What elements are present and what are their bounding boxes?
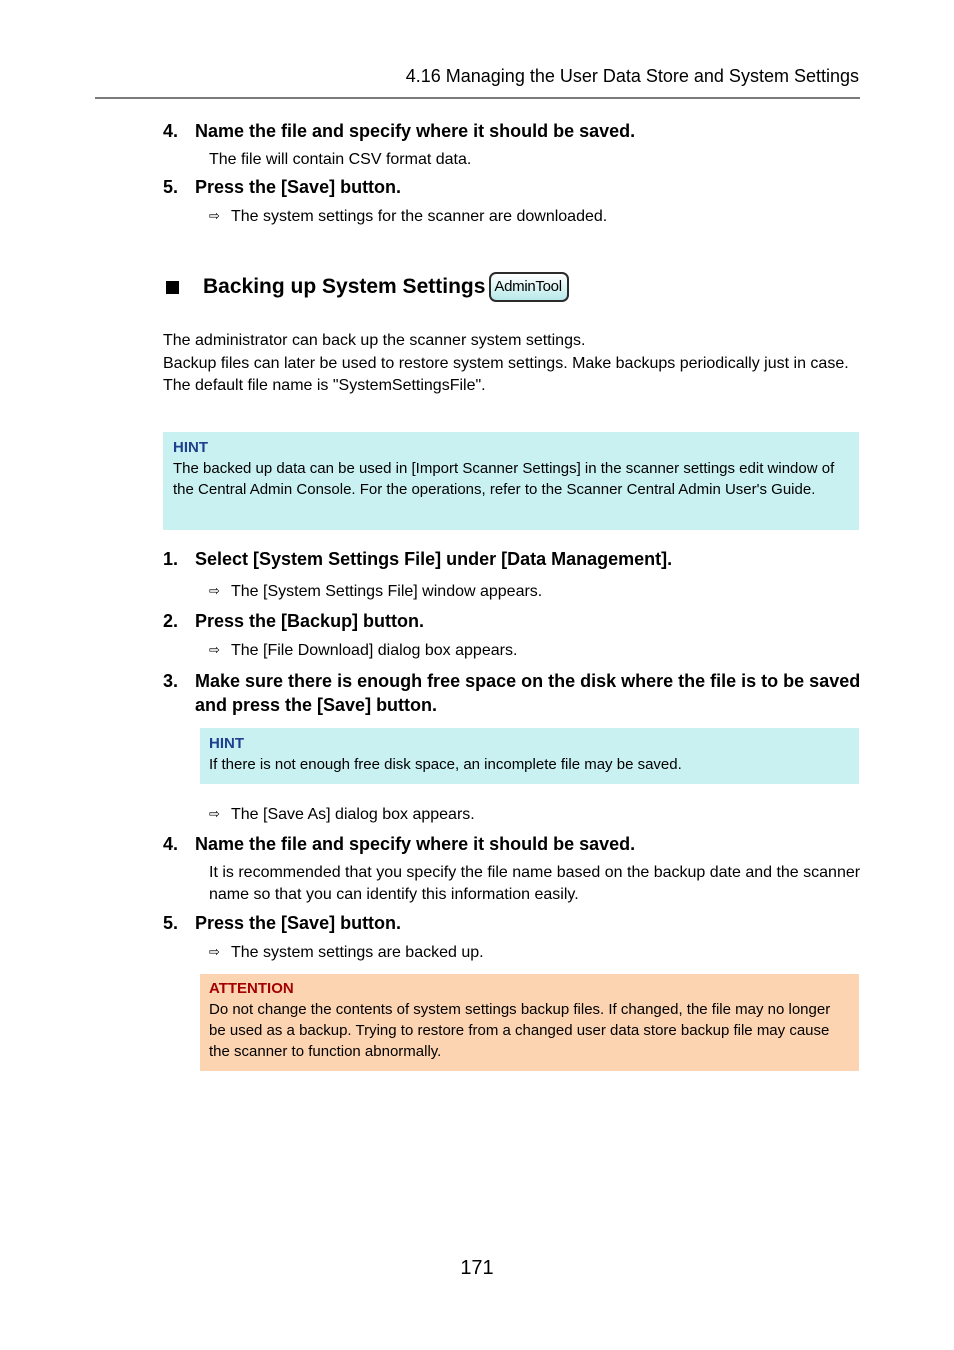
step-number: 1. [163,549,179,569]
result-text: The system settings for the scanner are downloaded. [231,208,608,225]
intro-line: The default file name is "SystemSettingsFile". [163,377,486,395]
hint-text: The backed up data can be used in [Import Scanner Settings] in the scanner settings edit window of the Central Admin Console. For the operations, refer to the Scanner Central Admin User's Guide. [173,460,835,498]
result-arrow-icon: ⇨ [209,806,220,821]
admintool-badge: AdminTool [489,272,568,302]
result-arrow-icon: ⇨ [209,642,220,657]
hint-box-step-3 [200,728,859,784]
result-text: The [System Settings File] window appears. [231,583,543,600]
attention-label: ATTENTION [209,980,294,997]
step-number: 2. [163,611,179,631]
step-text: Name the file and specify where it should be saved. [195,121,636,141]
section-bullet-icon [166,281,179,294]
step-number: 3. [163,671,179,691]
hint-box [163,432,859,530]
step-number: 5. [163,913,179,933]
header-divider [95,97,860,99]
result-text: The [Save As] dialog box appears. [231,806,475,823]
attention-text: Do not change the contents of system settings backup files. If changed, the file may no longer be used as a backup. Trying to restore from a changed user data store backup file may cause the scanner to function abnormally. [209,1001,831,1060]
step-result [209,639,517,662]
step-description: The file will contain CSV format data. [209,151,472,168]
step-number: 4. [163,121,179,141]
result-arrow-icon: ⇨ [209,944,220,959]
step-description: It is recommended that you specify the file name based on the backup date and the scanner name so that you can identify this information easily. [209,864,861,903]
page-header-title: 4.16 Managing the User Data Store and System Settings [405,66,859,86]
attention-box [200,974,859,1071]
step-text: Make sure there is enough free space on the disk where the file is to be saved and press the [Save] button. [195,671,861,715]
step-number: 5. [163,177,179,197]
step-text: Select [System Settings File] under [Data Management]. [195,549,673,569]
step-result [209,941,484,964]
result-text: The [File Download] dialog box appears. [231,642,518,659]
page-number: 171 [460,1257,494,1279]
result-text: The system settings are backed up. [231,944,484,961]
section-heading [163,272,569,302]
step-result [209,205,607,228]
intro-line: Backup files can later be used to restore system settings. Make backups periodically just in case. [163,354,849,372]
hint-label: HINT [173,439,208,456]
step-2 [163,609,424,633]
result-arrow-icon: ⇨ [209,583,220,598]
step-result [209,803,475,826]
hint-label: HINT [209,735,244,752]
intro-line: The administrator can back up the scanner system settings. [163,332,586,349]
step-text: Press the [Save] button. [195,913,402,933]
step-3 [163,669,863,717]
result-arrow-icon: ⇨ [209,208,220,223]
step-number: 4. [163,834,179,854]
step-result [209,580,542,603]
hint-text: If there is not enough free disk space, an incomplete file may be saved. [209,756,682,773]
step-text: Name the file and specify where it should be saved. [195,834,636,854]
step-5 [163,911,401,935]
section-intro [163,330,863,398]
step-4-top [163,119,635,143]
section-title: Backing up System Settings [203,275,486,298]
step-text: Press the [Backup] button. [195,611,425,631]
step-text: Press the [Save] button. [195,177,402,197]
step-1 [163,547,672,571]
step-5-top [163,175,401,199]
step-4 [163,832,635,856]
